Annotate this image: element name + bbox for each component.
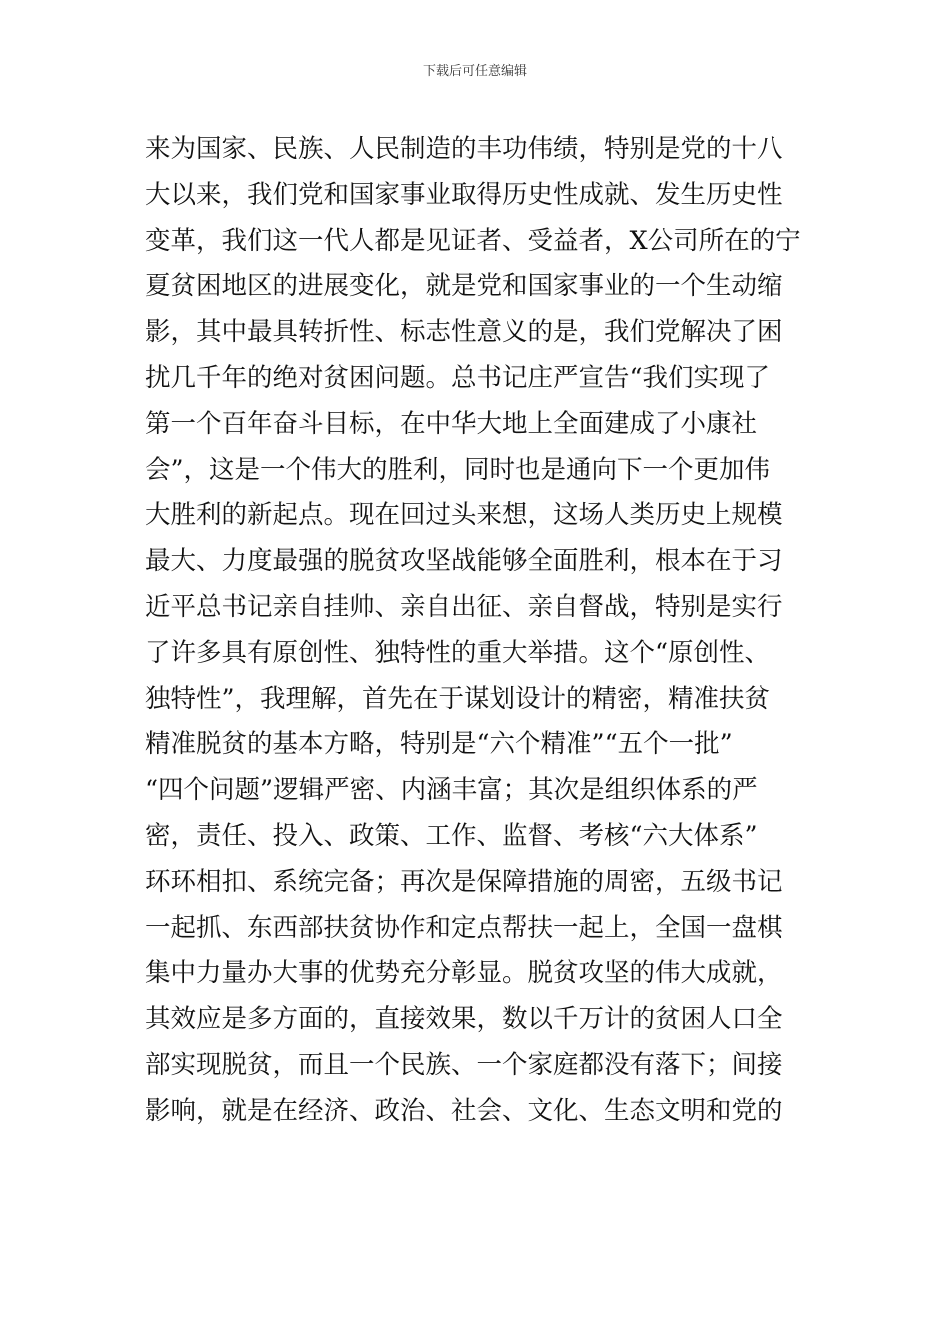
- text-line: 扰几千年的绝对贫困问题。总书记庄严宣告“我们实现了: [145, 362, 771, 393]
- text-line: 会”，这是一个伟大的胜利，同时也是通向下一个更加伟: [145, 454, 771, 485]
- text-line: 第一个百年奋斗目标，在中华大地上全面建成了小康社: [145, 408, 758, 439]
- text-line: “四个问题”逻辑严密、内涵丰富；其次是组织体系的严: [145, 775, 758, 806]
- text-line: 独特性”，我理解，首先在于谋划设计的精密，精准扶贫: [145, 683, 771, 714]
- text-line: 部实现脱贫，而且一个民族、一个家庭都没有落下；间接: [145, 1049, 783, 1080]
- text-line: 其效应是多方面的，直接效果，数以千万计的贫困人口全: [145, 1004, 783, 1035]
- text-line: 夏贫困地区的进展变化，就是党和国家事业的一个生动缩: [145, 271, 783, 302]
- text-line: 影，其中最具转折性、标志性意义的是，我们党解决了困: [145, 317, 783, 348]
- text-line: 大以来，我们党和国家事业取得历史性成就、发生历史性: [145, 179, 783, 210]
- page-header: 下载后可任意编辑: [422, 64, 527, 79]
- text-line: 一起抓、东西部扶贫协作和定点帮扶一起上，全国一盘棋: [145, 912, 783, 943]
- text-line: 最大、力度最强的脱贫攻坚战能够全面胜利，根本在于习: [145, 546, 783, 577]
- text-line: 大胜利的新起点。现在回过头来想，这场人类历史上规模: [145, 500, 783, 531]
- text-line: 环环相扣、系统完备；再次是保障措施的周密，五级书记: [145, 866, 783, 897]
- text-line: 影响，就是在经济、政治、社会、文化、生态文明和党的: [145, 1095, 783, 1126]
- text-line: 来为国家、民族、人民制造的丰功伟绩，特别是党的十八: [145, 134, 783, 164]
- text-line: 了许多具有原创性、独特性的重大举措。这个“原创性、: [145, 637, 771, 668]
- text-line: 集中力量办大事的优势充分彰显。脱贫攻坚的伟大成就，: [145, 958, 783, 989]
- text-line: 密，责任、投入、政策、工作、监督、考核“六大体系”: [145, 820, 758, 851]
- text-line: 变革，我们这一代人都是见证者、受益者，X公司所在的宁: [145, 225, 801, 256]
- text-line: 精准脱贫的基本方略，特别是“六个精准”“五个一批”: [145, 729, 733, 760]
- document-body: [145, 127, 815, 1135]
- text-line: 近平总书记亲自挂帅、亲自出征、亲自督战，特别是实行: [145, 591, 783, 622]
